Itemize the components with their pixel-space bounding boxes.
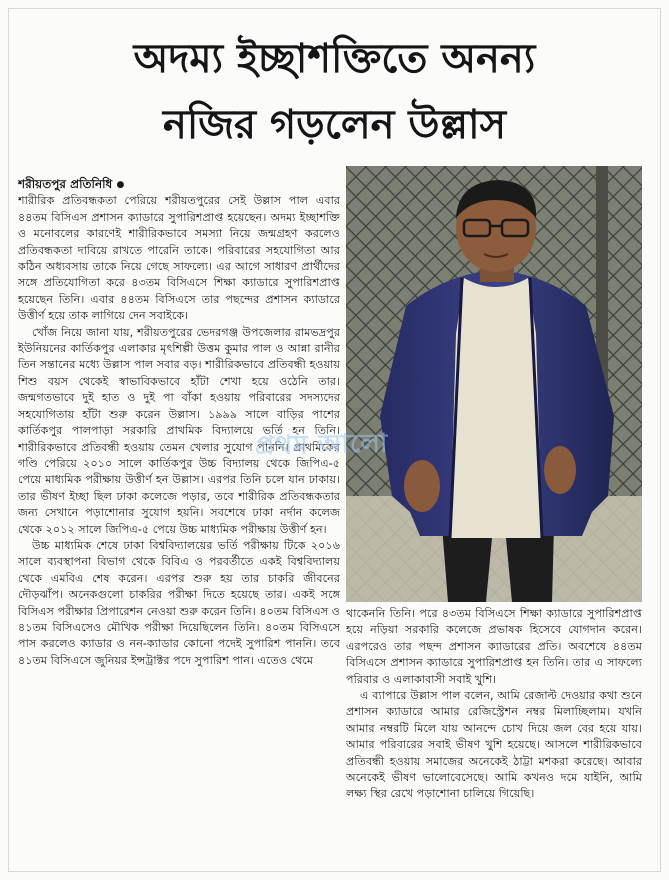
paragraph-4: থাকেননি তিনি। পরে ৪৩তম বিসিএসে শিক্ষা ক্যাডারে সুপারিশপ্রাপ্ত হয়ে নড়িয়া সরকারি কলেজে প্রভাষক হিসেবে যোগদান করেন। এরপরেও তার পছন্দ প্রশাসন ক্যাডারের প্রতি। অবশেষে ৪৪তম বিসিএসে প্রশাসন ক্যাডারে সুপারিশপ্রাপ্ত হন তিনি। তার এ সাফল্যে পরিবার ও এলাকাবাসী সবাই খুশি। [346, 607, 642, 686]
headline-line-1: অদম্য ইচ্ছাশক্তিতে অনন্য [133, 35, 536, 82]
headline [20, 26, 649, 158]
paragraph-2: খোঁজ নিয়ে জানা যায়, শরীয়তপুরের ভেদরগঞ্জ উপজেলার রামভদ্রপুর ইউনিয়নের কার্তিকপুর এলাকার মৃৎশিল্পী উত্তম কুমার পাল ও আন্না রানীর তিন সন্তানের মধ্যে উল্লাস পাল সবার বড়। শারীরিকভাবে প্রতিবন্ধী হওয়ায় শিশু বয়স থেকেই স্বাভাবিকভাবে হাঁটা শেখা হয়ে ওঠেনি তার। জন্মগতভাবে দুই হাত ও দুই পা বাঁকা হওয়ায় পরিবারের সদস্যদের সহযোগিতায় হাঁটা শুরু করেন উল্লাস। ১৯৯৯ সালে বাড়ির পাশের কার্তিকপুর পালপাড়া সরকারি প্রাথমিক বিদ্যালয়ে ভর্তি হন তিনি। শারীরিকভাবে প্রতিবন্ধী হওয়ায় তেমন খেলার সুযোগ পাননি। প্রাথমিকের গণ্ডি পেরিয়ে ২০১০ সালে কার্তিকপুর উচ্চ বিদ্যালয় থেকে জিপিএ-৫ পেয়ে মাধ্যমিক পরীক্ষায় উত্তীর্ণ হন উল্লাস। এরপর তিনি চলে যান ঢাকায়। তার ভীষণ ইচ্ছা ছিল ঢাকা কলেজে পড়ার, তবে শারীরিক প্রতিবন্ধকতার জন্য সেখানে পড়াশোনার সুযোগ হয়নি। সবশেষে ঢাকা নর্দান কলেজ থেকে ২০১২ সালে জিপিএ-৫ পেয়ে উচ্চ মাধ্যমিক পরীক্ষায় উত্তীর্ণ হন। [18, 325, 340, 536]
shirt [450, 278, 542, 538]
article-column-right [346, 606, 642, 872]
byline-bullet: ● [116, 180, 125, 190]
byline: শরীয়তপুর প্রতিনিধি ● [18, 177, 125, 191]
paragraph-1: শরীয়তপুর প্রতিনিধি ● শারীরিক প্রতিবন্ধকতা পেরিয়ে শরীয়তপুরের সেই উল্লাস পাল এবার ৪৪তম বিসিএস প্রশাসন ক্যাডারে সুপারিশপ্রাপ্ত হয়েছেন। অদম্য ইচ্ছাশক্তি ও মনোবলের কারণেই শারীরিকভাবে সমস্যা নিয়ে জন্মগ্রহণ করলেও প্রতিবন্ধকতা দাবিয়ে রাখতে পারেনি তাকে। পরিবারের সহযোগিতা আর কঠিন অধ্যবসায় তাকে নিয়ে গেছে সাফল্যে। এর আগে সাধারণ প্রার্থীদের সঙ্গে প্রতিযোগিতা করে ৪৩তম বিসিএসে শিক্ষা ক্যাডারে সুপারিশপ্রাপ্ত হয়েছেন তিনি। এবার ৪৪তম বিসিএসে তার পছন্দের প্রশাসন ক্যাডারে উত্তীর্ণ হয়ে তাক লাগিয়ে দেন সবাইকে। [18, 177, 340, 323]
headline-line-2: নজির গড়লেন উল্লাস [162, 101, 507, 148]
left-hand [404, 460, 440, 512]
watermark-logo: প্রথম আলো [254, 428, 389, 462]
article-column-left [18, 176, 340, 872]
right-hand [544, 446, 576, 494]
portrait-photo-image [346, 166, 642, 602]
paragraph-5: এ ব্যাপারে উল্লাস পাল বলেন, আমি রেজাল্ট দেওয়ার কথা শুনে প্রশাসন ক্যাডারে আমার রেজিস্ট্রেশন নম্বর মিলাচ্ছিলাম। যখনি আমার নম্বরটি মিলে যায় আনন্দে চোখ দিয়ে জল বের হয়ে যায়। আমার পরিবারের সবাই ভীষণ খুশি হয়েছে। আসলে শারীরিকভাবে প্রতিবন্ধী হওয়ায় সমাজের অনেকেই ঠাট্টা মশকরা করেছে। আবার অনেকেই ভীষণ ভালোবেসেছে। আমি কখনও দমে যাইনি, আমি লক্ষ্য স্থির রেখে পড়াশোনা চালিয়ে গিয়েছি। [346, 689, 642, 801]
paragraph-3: উচ্চ মাধ্যমিক শেষে ঢাকা বিশ্ববিদ্যালয়ের ভর্তি পরীক্ষায় টিকে ২০১৬ সালে ব্যবস্থাপনা বিভাগ থেকে বিবিএ ও পরবর্তীতে একই বিশ্ববিদ্যালয় থেকে এমবিএ শেষ করেন। এরপর শুরু হয় তার চাকরি জীবনের দৌড়ঝাঁপ। অনেকগুলো চাকরির পরীক্ষা দিতে হয়েছে তার। একই সঙ্গে বিসিএস পরীক্ষার প্রিপারেশন নেওয়া শুরু করেন তিনি। ৪০তম বিসিএস ও ৪১তম বিসিএসেও মৌখিক পরীক্ষা দিয়েছিলেন তিনি। ৪০তম বিসিএসে পাস করলেও ক্যাডার ও নন-ক্যাডার কোনো পদেই সুপারিশ পাননি। তবে ৪১তম বিসিএসে জুনিয়র ইন্সট্রাক্টর পদে সুপারিশ পান। এতেও থেমে [18, 538, 340, 667]
article-photo [346, 166, 642, 602]
